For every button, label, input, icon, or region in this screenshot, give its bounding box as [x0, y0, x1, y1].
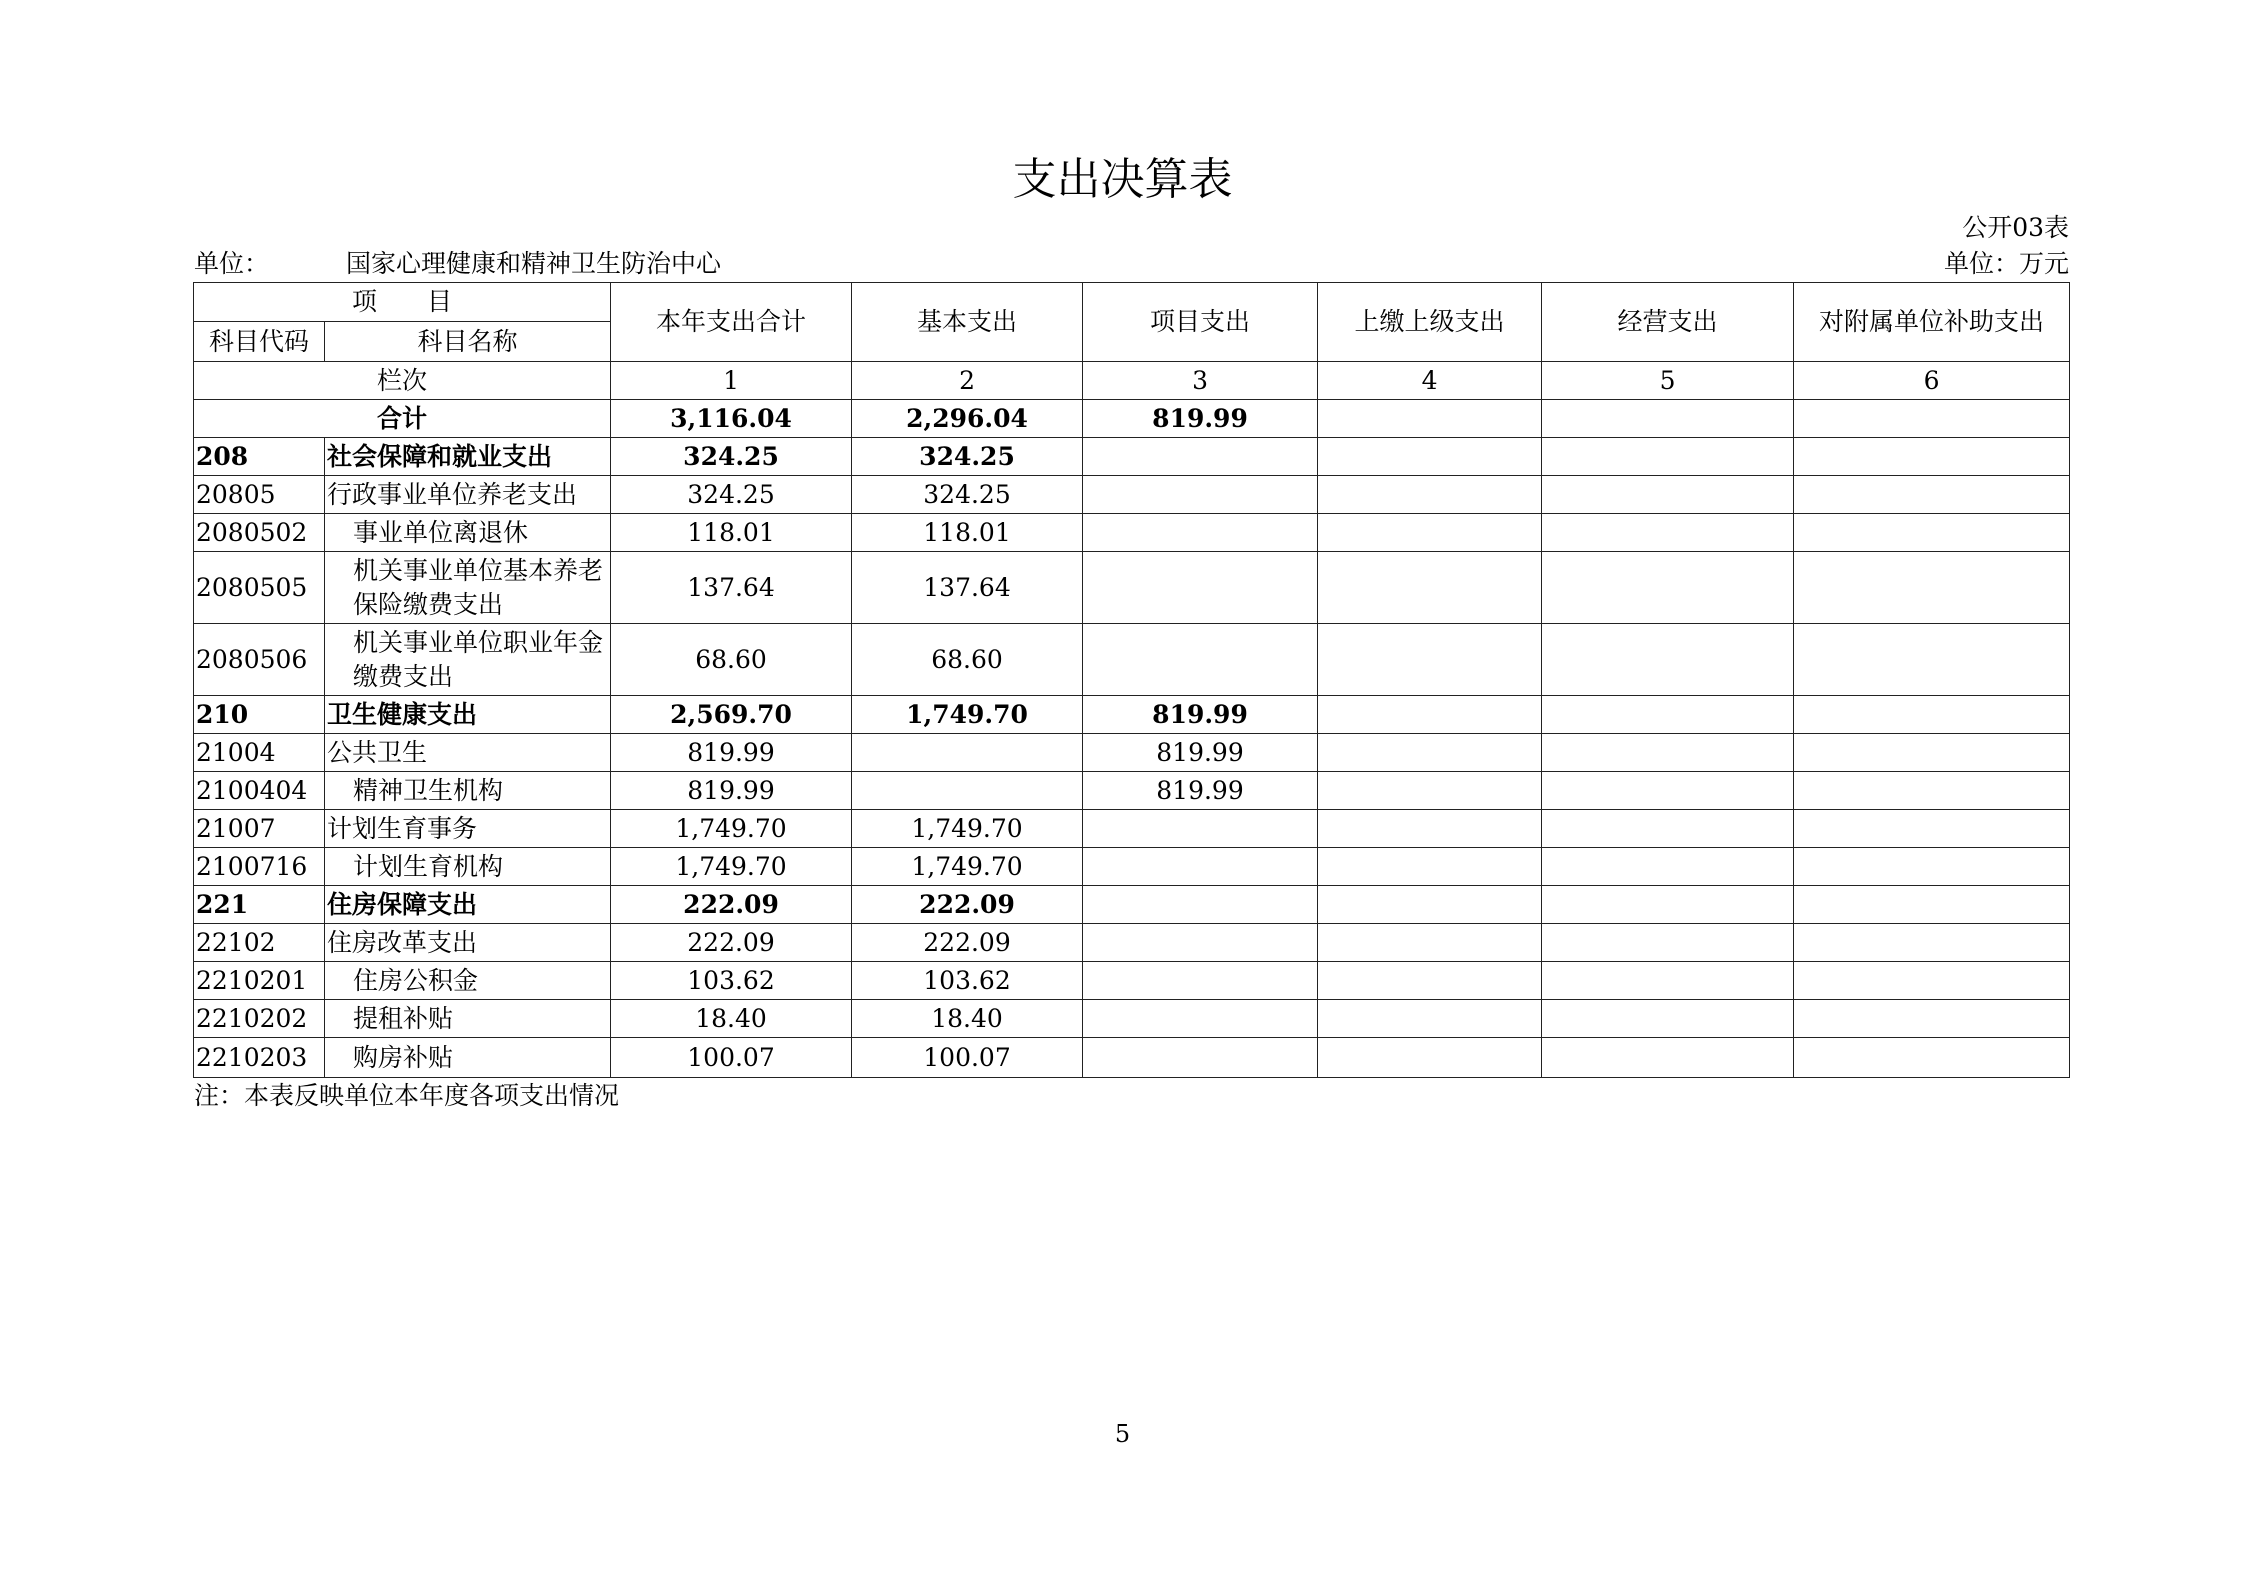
amount-project-cell	[1083, 514, 1318, 552]
unit-name: 国家心理健康和精神卫生防治中心	[346, 249, 722, 278]
amount-subsidy-cell	[1794, 848, 2070, 886]
amount-project-cell	[1083, 886, 1318, 924]
subject-code-cell: 2080505	[194, 552, 325, 624]
amount-business-cell	[1542, 734, 1794, 772]
index-3: 3	[1083, 362, 1318, 400]
subject-code-cell: 2080506	[194, 624, 325, 696]
amount-subsidy-cell	[1794, 624, 2070, 696]
amount-business-cell	[1542, 810, 1794, 848]
amount-basic-cell: 68.60	[852, 624, 1083, 696]
amount-subsidy-cell	[1794, 1038, 2070, 1078]
amount-upper-cell	[1318, 886, 1542, 924]
amount-project-cell	[1083, 1000, 1318, 1038]
table-row	[194, 924, 2070, 962]
subject-name-cell: 行政事业单位养老支出	[325, 476, 611, 514]
amount-total-cell: 137.64	[611, 552, 852, 624]
index-4: 4	[1318, 362, 1542, 400]
amount-basic-cell: 103.62	[852, 962, 1083, 1000]
subject-code-cell: 2210203	[194, 1038, 325, 1078]
amount-basic-cell	[852, 772, 1083, 810]
subject-code-cell: 221	[194, 886, 325, 924]
amount-business-cell	[1542, 514, 1794, 552]
amount-total-cell: 324.25	[611, 476, 852, 514]
table-row	[194, 810, 2070, 848]
amount-project-cell	[1083, 552, 1318, 624]
form-number: 公开03表	[1962, 213, 2069, 242]
amount-business-cell	[1542, 624, 1794, 696]
table-row	[194, 552, 2070, 624]
table-row	[194, 514, 2070, 552]
table-row	[194, 734, 2070, 772]
amount-upper-cell	[1318, 476, 1542, 514]
amount-subsidy-cell	[1794, 476, 2070, 514]
subject-code-cell: 2210201	[194, 962, 325, 1000]
amount-project-cell	[1083, 810, 1318, 848]
subject-name-cell: 机关事业单位基本养老保险缴费支出	[325, 552, 611, 624]
amount-upper-cell	[1318, 734, 1542, 772]
amount-subsidy-cell	[1794, 514, 2070, 552]
table-row	[194, 624, 2070, 696]
index-5: 5	[1542, 362, 1794, 400]
amount-basic-cell: 324.25	[852, 438, 1083, 476]
amount-basic-cell: 100.07	[852, 1038, 1083, 1078]
header-col-basic: 基本支出	[852, 283, 1083, 362]
amount-upper-cell	[1318, 696, 1542, 734]
header-col-total: 本年支出合计	[611, 283, 852, 362]
index-6: 6	[1794, 362, 2070, 400]
amount-upper-cell	[1318, 438, 1542, 476]
amount-project-cell	[1083, 438, 1318, 476]
subject-name-cell: 公共卫生	[325, 734, 611, 772]
subject-code-cell: 2210202	[194, 1000, 325, 1038]
amount-basic-cell: 1,749.70	[852, 848, 1083, 886]
amount-basic-cell: 118.01	[852, 514, 1083, 552]
subject-name-cell: 社会保障和就业支出	[325, 438, 611, 476]
amount-total-cell: 819.99	[611, 734, 852, 772]
header-col-project: 项目支出	[1083, 283, 1318, 362]
header-row	[194, 283, 2070, 322]
table-row	[194, 1000, 2070, 1038]
subject-name-cell: 计划生育机构	[325, 848, 611, 886]
amount-total-cell: 68.60	[611, 624, 852, 696]
amount-total-cell: 1,749.70	[611, 810, 852, 848]
amount-project-cell	[1083, 924, 1318, 962]
amount-upper-cell	[1318, 624, 1542, 696]
amount-upper-cell	[1318, 962, 1542, 1000]
amount-project-cell	[1083, 848, 1318, 886]
total-project: 819.99	[1083, 400, 1318, 438]
subject-code-cell: 20805	[194, 476, 325, 514]
index-1: 1	[611, 362, 852, 400]
header-name: 科目名称	[325, 322, 611, 362]
total-business	[1542, 400, 1794, 438]
table-note: 注：本表反映单位本年度各项支出情况	[194, 1081, 620, 1110]
header-item: 项 目	[194, 283, 611, 322]
table-row	[194, 772, 2070, 810]
page-title: 支出决算表	[1012, 154, 1233, 205]
unit-label: 单位：	[194, 249, 270, 278]
total-total: 3,116.04	[611, 400, 852, 438]
header-col-business: 经营支出	[1542, 283, 1794, 362]
expenditure-table	[193, 282, 2070, 1078]
amount-project-cell: 819.99	[1083, 696, 1318, 734]
unit-info-row	[194, 248, 2069, 280]
table-row	[194, 476, 2070, 514]
amount-total-cell: 18.40	[611, 1000, 852, 1038]
amount-subsidy-cell	[1794, 734, 2070, 772]
amount-business-cell	[1542, 1038, 1794, 1078]
header-col-upper: 上缴上级支出	[1318, 283, 1542, 362]
amount-project-cell	[1083, 624, 1318, 696]
amount-total-cell: 118.01	[611, 514, 852, 552]
amount-basic-cell: 222.09	[852, 886, 1083, 924]
subject-name-cell: 事业单位离退休	[325, 514, 611, 552]
amount-subsidy-cell	[1794, 962, 2070, 1000]
amount-upper-cell	[1318, 1038, 1542, 1078]
amount-basic-cell: 1,749.70	[852, 810, 1083, 848]
header-col-subsidy: 对附属单位补助支出	[1794, 283, 2070, 362]
amount-project-cell: 819.99	[1083, 772, 1318, 810]
subject-code-cell: 2080502	[194, 514, 325, 552]
amount-business-cell	[1542, 772, 1794, 810]
amount-business-cell	[1542, 696, 1794, 734]
amount-subsidy-cell	[1794, 552, 2070, 624]
total-label: 合计	[194, 400, 611, 438]
amount-total-cell: 103.62	[611, 962, 852, 1000]
amount-basic-cell: 137.64	[852, 552, 1083, 624]
subject-name-cell: 住房保障支出	[325, 886, 611, 924]
subject-name-cell: 机关事业单位职业年金缴费支出	[325, 624, 611, 696]
amount-upper-cell	[1318, 772, 1542, 810]
subject-name-cell: 卫生健康支出	[325, 696, 611, 734]
header-code: 科目代码	[194, 322, 325, 362]
amount-subsidy-cell	[1794, 810, 2070, 848]
subject-code-cell: 22102	[194, 924, 325, 962]
subject-code-cell: 2100716	[194, 848, 325, 886]
page-number: 5	[1114, 1420, 1131, 1448]
table-row	[194, 438, 2070, 476]
subject-name-cell: 住房公积金	[325, 962, 611, 1000]
table-row	[194, 962, 2070, 1000]
amount-upper-cell	[1318, 552, 1542, 624]
amount-business-cell	[1542, 476, 1794, 514]
amount-project-cell: 819.99	[1083, 734, 1318, 772]
total-row	[194, 400, 2070, 438]
amount-basic-cell: 324.25	[852, 476, 1083, 514]
amount-business-cell	[1542, 552, 1794, 624]
amount-total-cell: 819.99	[611, 772, 852, 810]
amount-upper-cell	[1318, 848, 1542, 886]
amount-subsidy-cell	[1794, 886, 2070, 924]
amount-subsidy-cell	[1794, 1000, 2070, 1038]
amount-total-cell: 222.09	[611, 924, 852, 962]
amount-total-cell: 2,569.70	[611, 696, 852, 734]
amount-project-cell	[1083, 962, 1318, 1000]
amount-total-cell: 324.25	[611, 438, 852, 476]
subject-name-cell: 计划生育事务	[325, 810, 611, 848]
amount-subsidy-cell	[1794, 924, 2070, 962]
index-label: 栏次	[194, 362, 611, 400]
subject-name-cell: 提租补贴	[325, 1000, 611, 1038]
subject-code-cell: 21007	[194, 810, 325, 848]
amount-upper-cell	[1318, 810, 1542, 848]
amount-business-cell	[1542, 848, 1794, 886]
amount-upper-cell	[1318, 514, 1542, 552]
total-upper	[1318, 400, 1542, 438]
index-2: 2	[852, 362, 1083, 400]
subject-name-cell: 购房补贴	[325, 1038, 611, 1078]
amount-project-cell	[1083, 1038, 1318, 1078]
index-row	[194, 362, 2070, 400]
amount-upper-cell	[1318, 924, 1542, 962]
subject-code-cell: 2100404	[194, 772, 325, 810]
amount-business-cell	[1542, 1000, 1794, 1038]
total-subsidy	[1794, 400, 2070, 438]
amount-business-cell	[1542, 962, 1794, 1000]
money-unit: 单位：万元	[1943, 249, 2069, 278]
amount-total-cell: 100.07	[611, 1038, 852, 1078]
amount-total-cell: 222.09	[611, 886, 852, 924]
amount-subsidy-cell	[1794, 772, 2070, 810]
table-row	[194, 696, 2070, 734]
amount-subsidy-cell	[1794, 438, 2070, 476]
amount-total-cell: 1,749.70	[611, 848, 852, 886]
amount-business-cell	[1542, 886, 1794, 924]
amount-basic-cell: 222.09	[852, 924, 1083, 962]
amount-business-cell	[1542, 438, 1794, 476]
table-row	[194, 1038, 2070, 1078]
amount-upper-cell	[1318, 1000, 1542, 1038]
table-row	[194, 848, 2070, 886]
amount-basic-cell: 18.40	[852, 1000, 1083, 1038]
subject-code-cell: 21004	[194, 734, 325, 772]
table-row	[194, 886, 2070, 924]
subject-code-cell: 208	[194, 438, 325, 476]
subject-code-cell: 210	[194, 696, 325, 734]
amount-basic-cell	[852, 734, 1083, 772]
amount-project-cell	[1083, 476, 1318, 514]
amount-subsidy-cell	[1794, 696, 2070, 734]
total-basic: 2,296.04	[852, 400, 1083, 438]
subject-name-cell: 精神卫生机构	[325, 772, 611, 810]
subject-name-cell: 住房改革支出	[325, 924, 611, 962]
amount-business-cell	[1542, 924, 1794, 962]
amount-basic-cell: 1,749.70	[852, 696, 1083, 734]
